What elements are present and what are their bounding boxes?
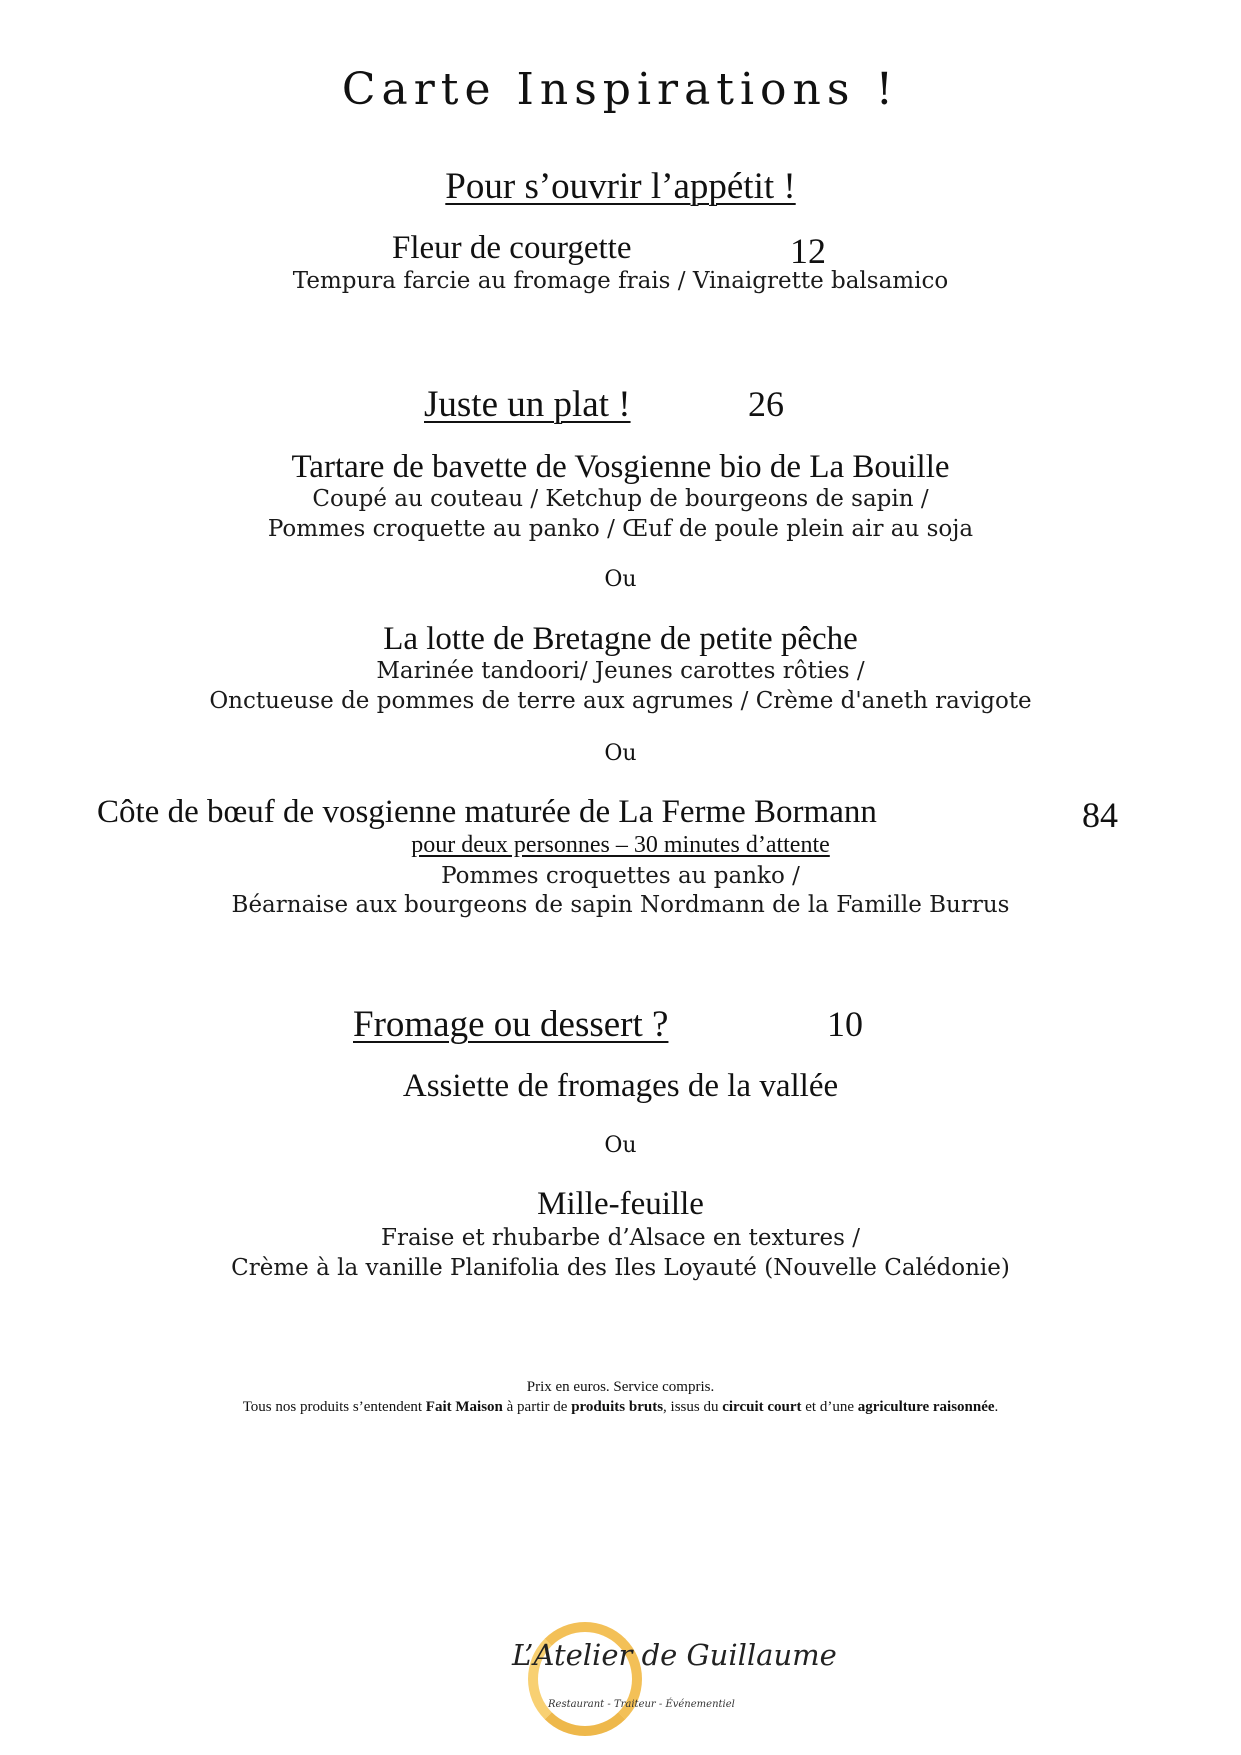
section-title-main: Juste un plat ! xyxy=(424,384,631,425)
dish-description-line: Pommes croquettes au panko / xyxy=(441,863,800,889)
dish-description-line: Béarnaise aux bourgeons de sapin Nordmann de la Famille Burrus xyxy=(231,892,1010,918)
dish-price-fleur-de-courgette: 12 xyxy=(790,231,826,271)
dish-description-fleur-de-courgette: Tempura farcie au fromage frais / Vinaigrette balsamico xyxy=(292,268,949,294)
footer-products-note xyxy=(0,1397,1241,1417)
dish-price-cote-de-boeuf: 84 xyxy=(1082,795,1118,835)
dish-name-assiette-fromages: Assiette de fromages de la vallée xyxy=(402,1068,839,1104)
dish-description-line: Crème à la vanille Planifolia des Iles Loyauté (Nouvelle Calédonie) xyxy=(231,1255,1010,1281)
dish-name-lotte: La lotte de Bretagne de petite pêche xyxy=(383,621,858,657)
footer-highlight: agriculture raisonnée xyxy=(857,1399,995,1415)
dish-description-line: Pommes croquette au panko / Œuf de poule plein air au soja xyxy=(267,516,974,542)
footer-text: et d’une xyxy=(801,1399,858,1415)
footer-text: à partir de xyxy=(502,1399,572,1415)
footer-highlight: Fait Maison xyxy=(425,1399,503,1415)
section-title-dessert: Fromage ou dessert ? xyxy=(353,1004,669,1045)
dish-name-fleur-de-courgette: Fleur de courgette xyxy=(392,230,632,266)
footer-text: . xyxy=(994,1399,999,1415)
dish-description-line: Marinée tandoori/ Jeunes carottes rôties / xyxy=(376,658,865,684)
footer-text: Tous nos produits s’entendent xyxy=(242,1399,426,1415)
footer-highlight: circuit court xyxy=(722,1399,802,1415)
separator-ou: Ou xyxy=(604,567,637,592)
separator-ou: Ou xyxy=(604,741,637,766)
logo-name: L’Atelier de Guillaume xyxy=(512,1638,837,1672)
dish-name-cote-de-boeuf: Côte de bœuf de vosgienne maturée de La Ferme Bormann xyxy=(97,794,877,830)
dish-note-cote-de-boeuf: pour deux personnes – 30 minutes d’attente xyxy=(411,832,830,858)
logo-tagline: Restaurant - Traiteur - Événementiel xyxy=(548,1699,735,1710)
restaurant-logo xyxy=(500,1616,837,1746)
dish-description-line: Onctueuse de pommes de terre aux agrumes / Crème d'aneth ravigote xyxy=(209,688,1032,714)
section-price-dessert: 10 xyxy=(827,1004,863,1044)
dish-description-line: Fraise et rhubarbe d’Alsace en textures / xyxy=(380,1225,860,1251)
footer-text: , issus du xyxy=(663,1399,723,1415)
section-title-starter: Pour s’ouvrir l’appétit ! xyxy=(445,166,796,207)
page-title: Carte Inspirations ! xyxy=(341,64,900,115)
dish-name-tartare: Tartare de bavette de Vosgienne bio de La Bouille xyxy=(291,449,950,485)
separator-ou: Ou xyxy=(604,1133,637,1158)
dish-name-mille-feuille: Mille-feuille xyxy=(537,1186,704,1222)
dish-description-line: Coupé au couteau / Ketchup de bourgeons de sapin / xyxy=(312,486,929,512)
footer-highlight: produits bruts xyxy=(571,1399,664,1415)
footer-price-note: Prix en euros. Service compris. xyxy=(526,1379,715,1395)
section-price-main: 26 xyxy=(748,384,784,424)
